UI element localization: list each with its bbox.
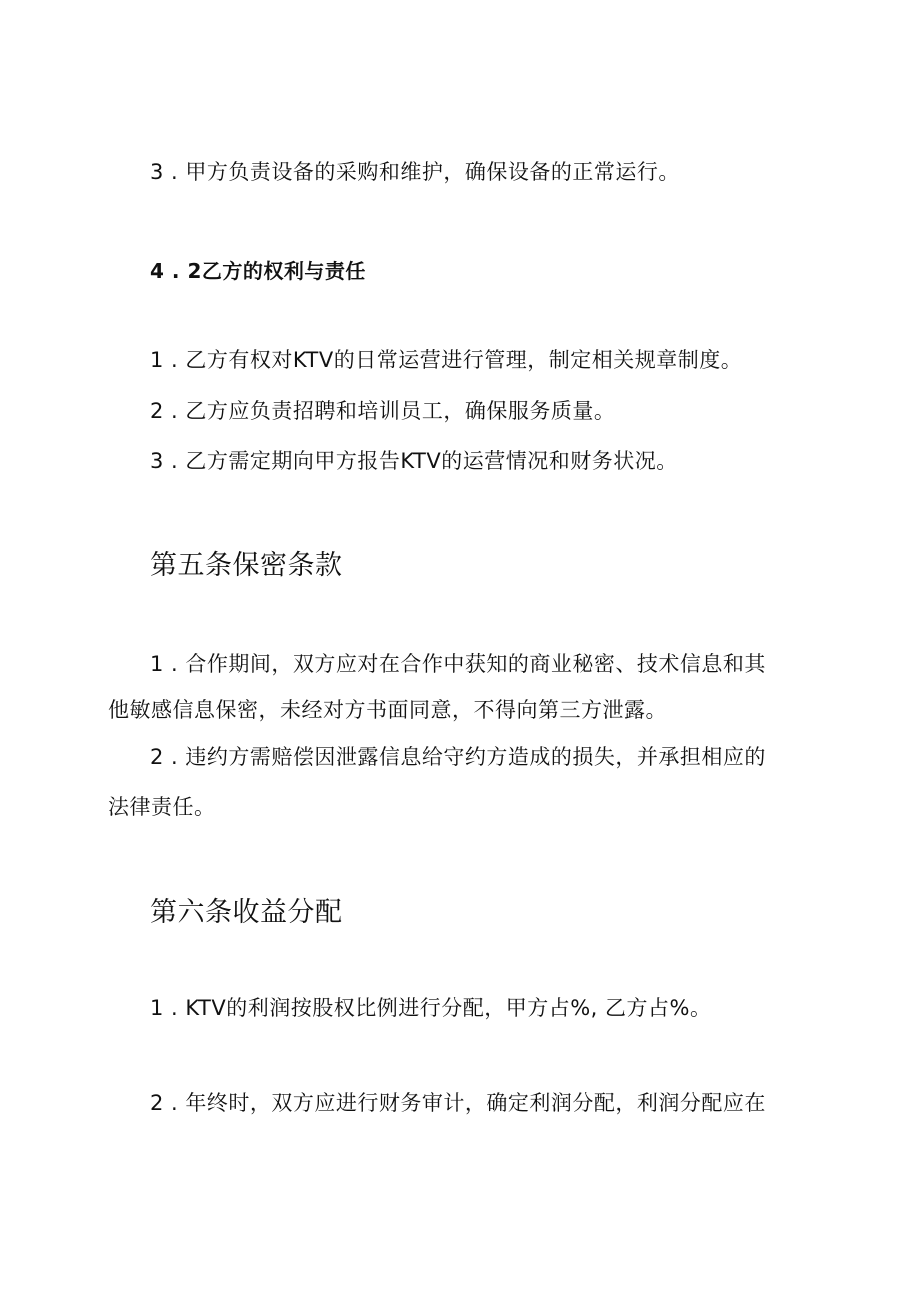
- clause-item: 1 . 乙方有权对KTV的日常运营进行管理，制定相关规章制度。: [150, 348, 743, 372]
- section-title: 第五条保密条款: [150, 550, 343, 581]
- clause-item: 1 . KTV的利润按股权比例进行分配，甲方占%, 乙方占%。: [150, 996, 712, 1020]
- clause-item: 3 . 乙方需定期向甲方报告KTV的运营情况和财务状况。: [150, 449, 678, 473]
- clause-item-continuation: 他敏感信息保密，未经对方书面同意，不得向第三方泄露。: [108, 698, 667, 722]
- clause-item: 2 . 乙方应负责招聘和培训员工，确保服务质量。: [150, 399, 616, 423]
- clause-item-continuation: 法律责任。: [108, 795, 216, 819]
- clause-item: 1 . 合作期间，双方应对在合作中获知的商业秘密、技术信息和其: [150, 652, 766, 676]
- clause-item: 2 . 年终时，双方应进行财务审计，确定利润分配，利润分配应在: [150, 1091, 766, 1115]
- clause-item: 2 . 违约方需赔偿因泄露信息给守约方造成的损失，并承担相应的: [150, 745, 766, 769]
- subheading: 4 . 2乙方的权利与责任: [150, 259, 366, 283]
- section-title: 第六条收益分配: [150, 897, 343, 928]
- clause-item: 3 . 甲方负责设备的采购和维护，确保设备的正常运行。: [150, 160, 680, 184]
